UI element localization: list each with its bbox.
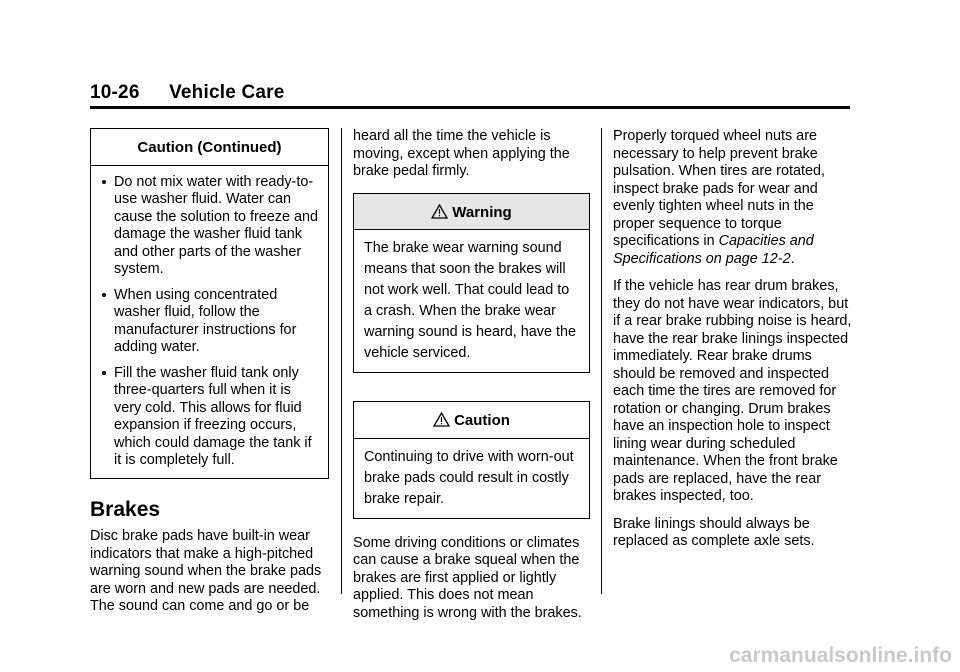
caution-triangle-icon bbox=[433, 412, 450, 427]
caution-bullet: When using concentrated washer fluid, follow the manufacturer instructions for adding water. bbox=[101, 287, 318, 357]
brakes-paragraph: Disc brake pads have built-in wear indicators that make a high-pitched warning sound when the brake pads are worn and new pads are needed. The sound can come and go or be bbox=[90, 528, 322, 614]
bullet-icon bbox=[102, 180, 106, 184]
column-divider-2 bbox=[601, 128, 602, 594]
caution-continued-title: Caution (Continued) bbox=[91, 129, 328, 166]
drum-brakes-paragraph: If the vehicle has rear drum brakes, they do not have wear indicators, but if a rear brake rubbing noise is heard, have the rear brake linings inspected immediately. Rear brake drums should be removed and inspected each time the tires are removed for rotation or changing. Drum brakes have an inspection hole to inspect lining wear during scheduled maintenance. When the front brake pads are replaced, have the rear brakes inspected, too. bbox=[613, 278, 852, 504]
warning-body: The brake wear warning sound means that soon the brakes will not work well. That could lead to a crash. When the brake wear warning sound is heard, have the vehicle serviced. bbox=[364, 240, 577, 361]
warning-box bbox=[353, 193, 590, 374]
column-divider-1 bbox=[341, 128, 342, 594]
page-header bbox=[90, 82, 285, 104]
caution-title: Caution bbox=[354, 402, 589, 439]
chapter-title: Vehicle Care bbox=[169, 82, 285, 103]
warning-title: Warning bbox=[354, 194, 589, 231]
capacities-reference-link[interactable]: Capacities and Specifications on page 12-2 bbox=[613, 233, 814, 267]
warning-triangle-icon bbox=[431, 204, 448, 219]
caution-body: Continuing to drive with worn-out brake pads could result in costly brake repair. bbox=[364, 448, 574, 507]
wheel-nuts-paragraph: Properly torqued wheel nuts are necessary to help prevent brake pulsation. When tires are rotated, inspect brake pads for wear and evenly tighten wheel nuts in the proper sequence to torque specifications in Capacities and Specifications on page 12-2. bbox=[613, 128, 825, 267]
header-rule bbox=[90, 106, 850, 109]
column-1 bbox=[90, 128, 329, 626]
brake-linings-paragraph: Brake linings should always be replaced as complete axle sets. bbox=[613, 515, 815, 549]
watermark: carmanualsonline.info bbox=[729, 644, 952, 667]
page-number: 10-26 bbox=[90, 82, 140, 103]
bullet-icon bbox=[102, 371, 106, 375]
column-3 bbox=[613, 128, 853, 561]
section-heading-brakes: Brakes bbox=[90, 497, 161, 521]
caution-bullet: Do not mix water with ready-to-use washer fluid. Water can cause the solution to freeze and damage the washer fluid tank and other parts of the washer system. bbox=[101, 174, 318, 279]
squeal-paragraph: Some driving conditions or climates can cause a brake squeal when the brakes are first applied or lightly applied. This does not mean something is wrong with the brakes. bbox=[353, 534, 582, 621]
caution-box bbox=[353, 401, 590, 519]
caution-bullet: Fill the washer fluid tank only three-quarters full when it is very cold. This allows for fluid expansion if freezing occurs, which could damage the tank if it is completely full. bbox=[101, 365, 318, 470]
caution-continued-box bbox=[90, 128, 329, 479]
bullet-icon bbox=[102, 293, 106, 297]
continued-paragraph: heard all the time the vehicle is moving, except when applying the brake pedal firmly. bbox=[353, 128, 570, 179]
column-2 bbox=[353, 128, 590, 632]
caution-continued-body bbox=[91, 166, 328, 478]
